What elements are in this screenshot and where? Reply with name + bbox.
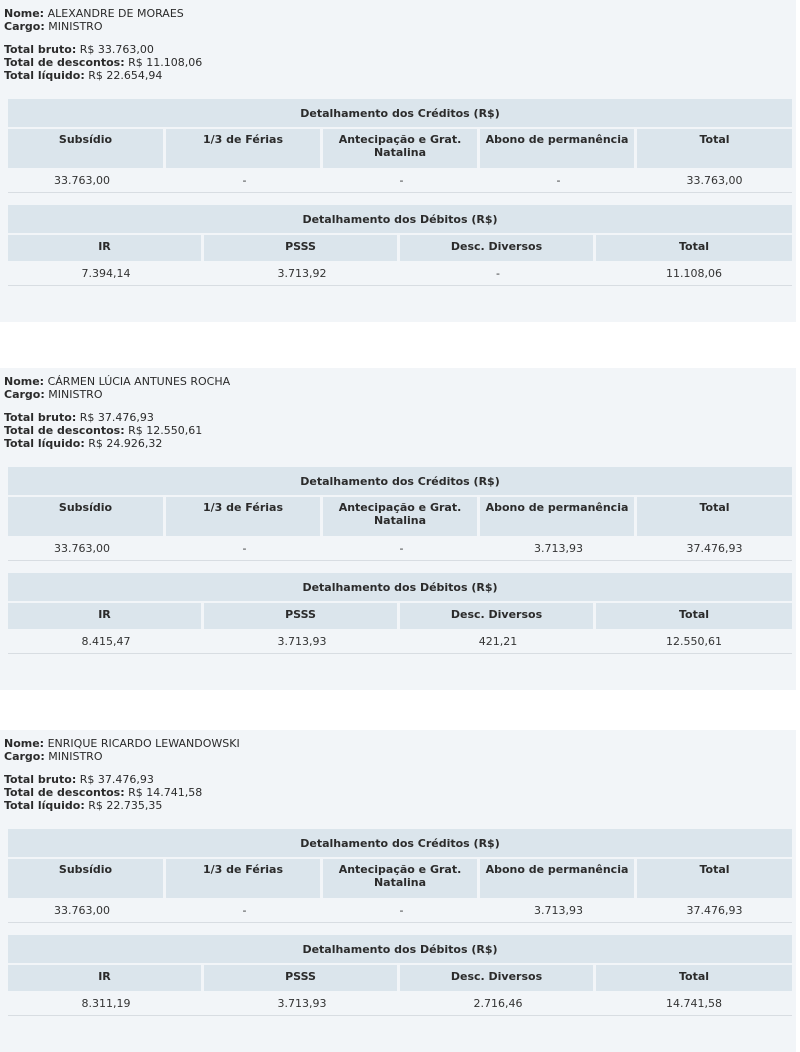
credits-cell: - [323,898,480,923]
debits-table-title: Detalhamento dos Débitos (R$) [8,205,792,235]
table-row [8,261,792,286]
debits-cell: 7.394,14 [8,261,204,286]
discounts-total-line [4,56,792,69]
credits-table [8,467,792,561]
credits-cell: 37.476,93 [637,536,792,561]
credits-header-total: Total [637,129,792,168]
gross-total-line [4,411,792,424]
debits-header-psss: PSSS [204,965,400,991]
name-value: ENRIQUE RICARDO LEWANDOWSKI [47,737,240,750]
credits-header-antecipacao: Antecipação e Grat. Natalina [323,497,480,536]
debits-cell: 14.741,58 [596,991,792,1016]
discounts-total-line [4,424,792,437]
discounts-total-label: Total de descontos: [4,786,125,799]
debits-header-desc-diversos: Desc. Diversos [400,603,596,629]
debits-header-desc-diversos: Desc. Diversos [400,235,596,261]
role-value: MINISTRO [48,20,103,33]
credits-cell: 3.713,93 [480,898,637,923]
credits-cell: 33.763,00 [8,898,166,923]
role-line [4,20,792,33]
gross-total-line [4,43,792,56]
net-total-value: R$ 22.654,94 [88,69,163,82]
debits-header-psss: PSSS [204,603,400,629]
role-line [4,388,792,401]
debits-header-total: Total [596,965,792,991]
debits-header-ir: IR [8,965,204,991]
debits-cell: 8.311,19 [8,991,204,1016]
net-total-label: Total líquido: [4,437,85,450]
table-row [8,629,792,654]
name-label: Nome: [4,737,45,750]
discounts-total-line [4,786,792,799]
credits-header-antecipacao: Antecipação e Grat. Natalina [323,129,480,168]
name-label: Nome: [4,375,45,388]
credits-cell: - [323,168,480,193]
debits-cell: - [400,261,596,286]
debits-table [8,205,792,286]
debits-header-total: Total [596,603,792,629]
debits-table [8,935,792,1016]
debits-header-total: Total [596,235,792,261]
net-total-line [4,799,792,812]
role-value: MINISTRO [48,750,103,763]
record-card [0,0,796,322]
role-value: MINISTRO [48,388,103,401]
role-line [4,750,792,763]
net-total-line [4,69,792,82]
credits-cell: - [166,168,323,193]
debits-table-title: Detalhamento dos Débitos (R$) [8,573,792,603]
credits-table [8,99,792,193]
gross-total-label: Total bruto: [4,773,77,786]
credits-cell: 33.763,00 [637,168,792,193]
role-label: Cargo: [4,750,45,763]
credits-cell: 33.763,00 [8,536,166,561]
credits-table-title: Detalhamento dos Créditos (R$) [8,467,792,497]
credits-cell: 37.476,93 [637,898,792,923]
net-total-value: R$ 24.926,32 [88,437,163,450]
credits-header-subsidio: Subsídio [8,859,166,898]
gross-total-value: R$ 33.763,00 [79,43,154,56]
credits-cell: - [166,536,323,561]
table-row [8,536,792,561]
credits-cell: - [323,536,480,561]
debits-cell: 3.713,93 [204,991,400,1016]
credits-header-abono: Abono de permanência [480,859,637,898]
net-total-label: Total líquido: [4,799,85,812]
name-line [4,737,792,750]
debits-header-psss: PSSS [204,235,400,261]
credits-header-ferias: 1/3 de Férias [166,497,323,536]
credits-cell: - [480,168,637,193]
discounts-total-label: Total de descontos: [4,56,125,69]
credits-table-title: Detalhamento dos Créditos (R$) [8,99,792,129]
discounts-total-label: Total de descontos: [4,424,125,437]
name-line [4,7,792,20]
credits-table-title: Detalhamento dos Créditos (R$) [8,829,792,859]
credits-header-total: Total [637,859,792,898]
debits-cell: 11.108,06 [596,261,792,286]
discounts-total-value: R$ 12.550,61 [128,424,203,437]
credits-cell: 3.713,93 [480,536,637,561]
role-label: Cargo: [4,20,45,33]
role-label: Cargo: [4,388,45,401]
table-row [8,898,792,923]
credits-header-total: Total [637,497,792,536]
debits-table-title: Detalhamento dos Débitos (R$) [8,935,792,965]
credits-header-abono: Abono de permanência [480,129,637,168]
table-row [8,991,792,1016]
debits-header-ir: IR [8,603,204,629]
credits-cell: - [166,898,323,923]
name-value: CÁRMEN LÚCIA ANTUNES ROCHA [47,375,231,388]
gross-total-value: R$ 37.476,93 [79,773,154,786]
gross-total-label: Total bruto: [4,43,77,56]
credits-header-abono: Abono de permanência [480,497,637,536]
debits-cell: 8.415,47 [8,629,204,654]
name-value: ALEXANDRE DE MORAES [47,7,184,20]
debits-cell: 421,21 [400,629,596,654]
credits-cell: 33.763,00 [8,168,166,193]
credits-header-subsidio: Subsídio [8,129,166,168]
gross-total-line [4,773,792,786]
credits-header-antecipacao: Antecipação e Grat. Natalina [323,859,480,898]
debits-cell: 12.550,61 [596,629,792,654]
credits-header-ferias: 1/3 de Férias [166,129,323,168]
debits-cell: 2.716,46 [400,991,596,1016]
gross-total-label: Total bruto: [4,411,77,424]
name-line [4,375,792,388]
debits-header-ir: IR [8,235,204,261]
credits-header-subsidio: Subsídio [8,497,166,536]
debits-cell: 3.713,93 [204,629,400,654]
table-row [8,168,792,193]
net-total-line [4,437,792,450]
gross-total-value: R$ 37.476,93 [79,411,154,424]
debits-header-desc-diversos: Desc. Diversos [400,965,596,991]
credits-table [8,829,792,923]
discounts-total-value: R$ 14.741,58 [128,786,203,799]
record-card [0,368,796,690]
net-total-label: Total líquido: [4,69,85,82]
credits-header-ferias: 1/3 de Férias [166,859,323,898]
net-total-value: R$ 22.735,35 [88,799,163,812]
debits-cell: 3.713,92 [204,261,400,286]
debits-table [8,573,792,654]
discounts-total-value: R$ 11.108,06 [128,56,203,69]
name-label: Nome: [4,7,45,20]
record-card [0,730,796,1052]
